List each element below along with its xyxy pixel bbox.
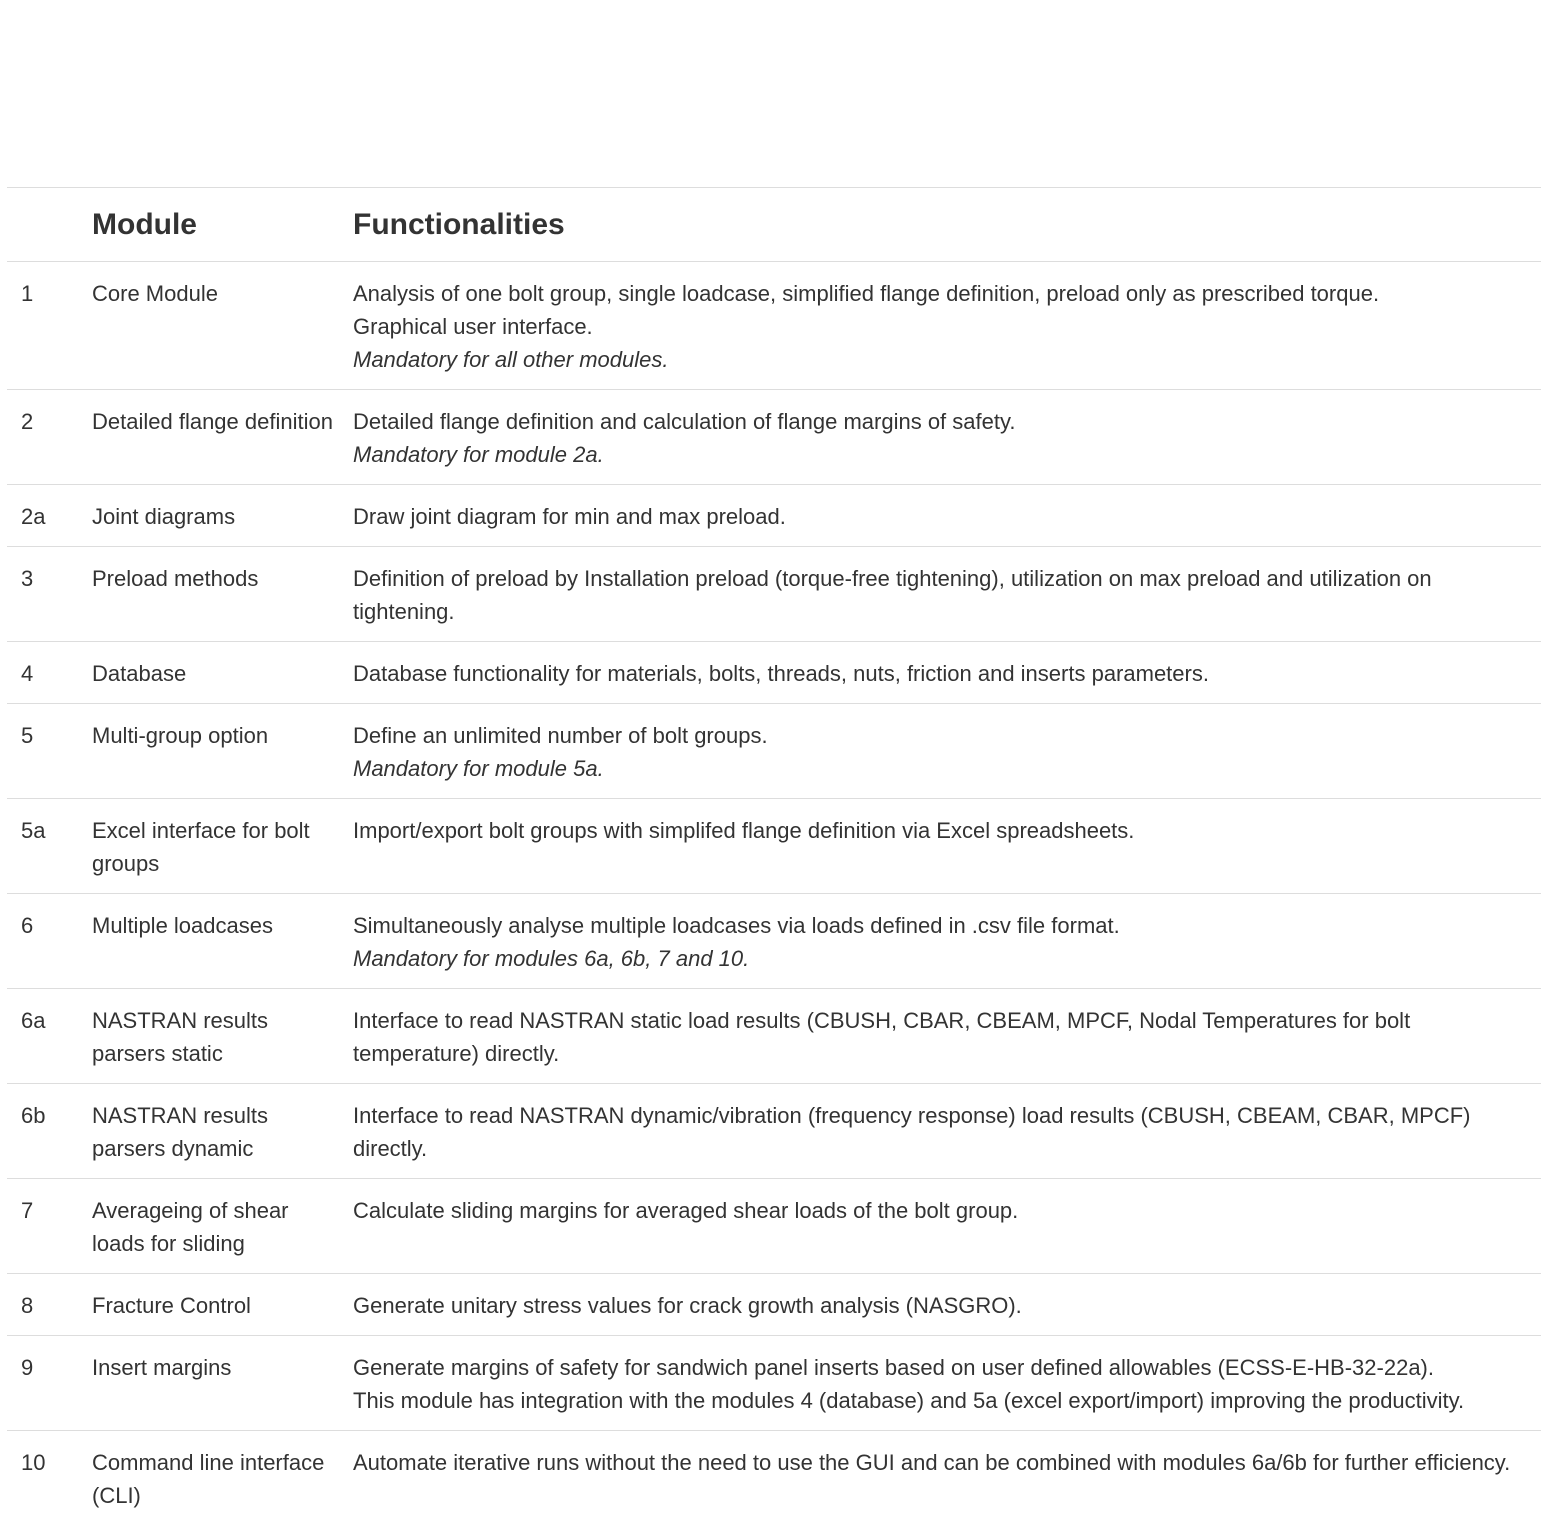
functionality-text: Calculate sliding margins for averaged shear loads of the bolt group. — [353, 1198, 1019, 1223]
module-functionalities — [353, 1274, 1541, 1336]
modules-table — [7, 187, 1541, 1525]
table-row — [7, 262, 1541, 390]
module-functionalities — [353, 1084, 1541, 1179]
modules-table-container — [7, 187, 1541, 1525]
module-name: Insert margins — [92, 1355, 232, 1380]
module-name: NASTRAN results parsers dynamic — [92, 1103, 269, 1161]
module-number: 6 — [21, 913, 34, 938]
table-row — [7, 1179, 1541, 1274]
mandatory-note: Mandatory for all other modules. — [353, 347, 669, 372]
module-name: Joint diagrams — [92, 504, 236, 529]
module-number: 6b — [21, 1103, 46, 1128]
functionality-text: Generate unitary stress values for crack growth analysis (NASGRO). — [353, 1293, 1022, 1318]
functionality-text: Generate margins of safety for sandwich panel inserts based on user defined allowables (ECSS-E-HB-32-22a). — [353, 1355, 1434, 1380]
functionality-text: Interface to read NASTRAN dynamic/vibration (frequency response) load results (CBUSH, CBEAM, CBAR, MPCF) directly. — [353, 1103, 1471, 1161]
functionality-text: Automate iterative runs without the need to use the GUI and can be combined with modules 6a/6b for further efficiency. — [353, 1450, 1511, 1475]
header-row — [7, 188, 1541, 262]
header-functionalities: Functionalities — [353, 207, 565, 241]
module-name: Excel interface for bolt groups — [92, 818, 310, 876]
mandatory-note: Mandatory for module 5a. — [353, 756, 604, 781]
functionality-text: Analysis of one bolt group, single loadcase, simplified flange definition, preload only as prescribed torque. — [353, 281, 1380, 306]
module-name: Fracture Control — [92, 1293, 251, 1318]
functionality-text: Import/export bolt groups with simplifed flange definition via Excel spreadsheets. — [353, 818, 1135, 843]
module-functionalities — [353, 894, 1541, 989]
table-row — [7, 989, 1541, 1084]
module-functionalities — [353, 642, 1541, 704]
table-row — [7, 1084, 1541, 1179]
table-row — [7, 1274, 1541, 1336]
module-functionalities — [353, 1431, 1541, 1526]
functionality-text: Graphical user interface. — [353, 314, 593, 339]
functionality-text: Define an unlimited number of bolt groups. — [353, 723, 768, 748]
module-number: 3 — [21, 566, 34, 591]
table-body — [7, 262, 1541, 1526]
mandatory-note: Mandatory for modules 6a, 6b, 7 and 10. — [353, 946, 750, 971]
module-functionalities — [353, 989, 1541, 1084]
module-number: 10 — [21, 1450, 46, 1475]
module-number: 1 — [21, 281, 34, 306]
module-functionalities — [353, 262, 1541, 390]
functionality-text: Definition of preload by Installation preload (torque-free tightening), utilization on max preload and utilization on tightening. — [353, 566, 1432, 624]
module-functionalities — [353, 390, 1541, 485]
table-row — [7, 799, 1541, 894]
module-name: Multi-group option — [92, 723, 269, 748]
module-number: 9 — [21, 1355, 34, 1380]
module-number: 2 — [21, 409, 34, 434]
module-name: Preload methods — [92, 566, 259, 591]
module-name: NASTRAN results parsers static — [92, 1008, 269, 1066]
module-number: 8 — [21, 1293, 34, 1318]
module-name: Core Module — [92, 281, 218, 306]
module-number: 2a — [21, 504, 46, 529]
functionality-text: Draw joint diagram for min and max preload. — [353, 504, 786, 529]
mandatory-note: Mandatory for module 2a. — [353, 442, 604, 467]
table-row — [7, 642, 1541, 704]
functionality-text: Database functionality for materials, bolts, threads, nuts, friction and inserts parameters. — [353, 661, 1209, 686]
functionality-text: Simultaneously analyse multiple loadcases via loads defined in .csv file format. — [353, 913, 1120, 938]
table-row — [7, 485, 1541, 547]
module-functionalities — [353, 1179, 1541, 1274]
functionality-text: Detailed flange definition and calculation of flange margins of safety. — [353, 409, 1016, 434]
module-number: 6a — [21, 1008, 46, 1033]
module-number: 4 — [21, 661, 34, 686]
table-row — [7, 1336, 1541, 1431]
module-number: 5a — [21, 818, 46, 843]
module-name: Averageing of shear loads for sliding — [92, 1198, 289, 1256]
module-number: 7 — [21, 1198, 34, 1223]
table-row — [7, 1431, 1541, 1526]
module-functionalities — [353, 799, 1541, 894]
module-functionalities — [353, 704, 1541, 799]
functionality-text: Interface to read NASTRAN static load results (CBUSH, CBAR, CBEAM, MPCF, Nodal Temperatures for bolt temperature) directly. — [353, 1008, 1411, 1066]
module-name: Detailed flange definition — [92, 409, 333, 434]
module-functionalities — [353, 485, 1541, 547]
module-name: Command line interface (CLI) — [92, 1450, 325, 1508]
module-name: Database — [92, 661, 187, 686]
table-row — [7, 547, 1541, 642]
header-module: Module — [92, 207, 197, 241]
module-functionalities — [353, 1336, 1541, 1431]
table-row — [7, 390, 1541, 485]
functionality-text: This module has integration with the modules 4 (database) and 5a (excel export/import) improving the productivity. — [353, 1388, 1465, 1413]
table-row — [7, 894, 1541, 989]
header-number — [7, 188, 92, 262]
module-number: 5 — [21, 723, 34, 748]
table-row — [7, 704, 1541, 799]
module-functionalities — [353, 547, 1541, 642]
module-name: Multiple loadcases — [92, 913, 273, 938]
table-header — [7, 188, 1541, 262]
